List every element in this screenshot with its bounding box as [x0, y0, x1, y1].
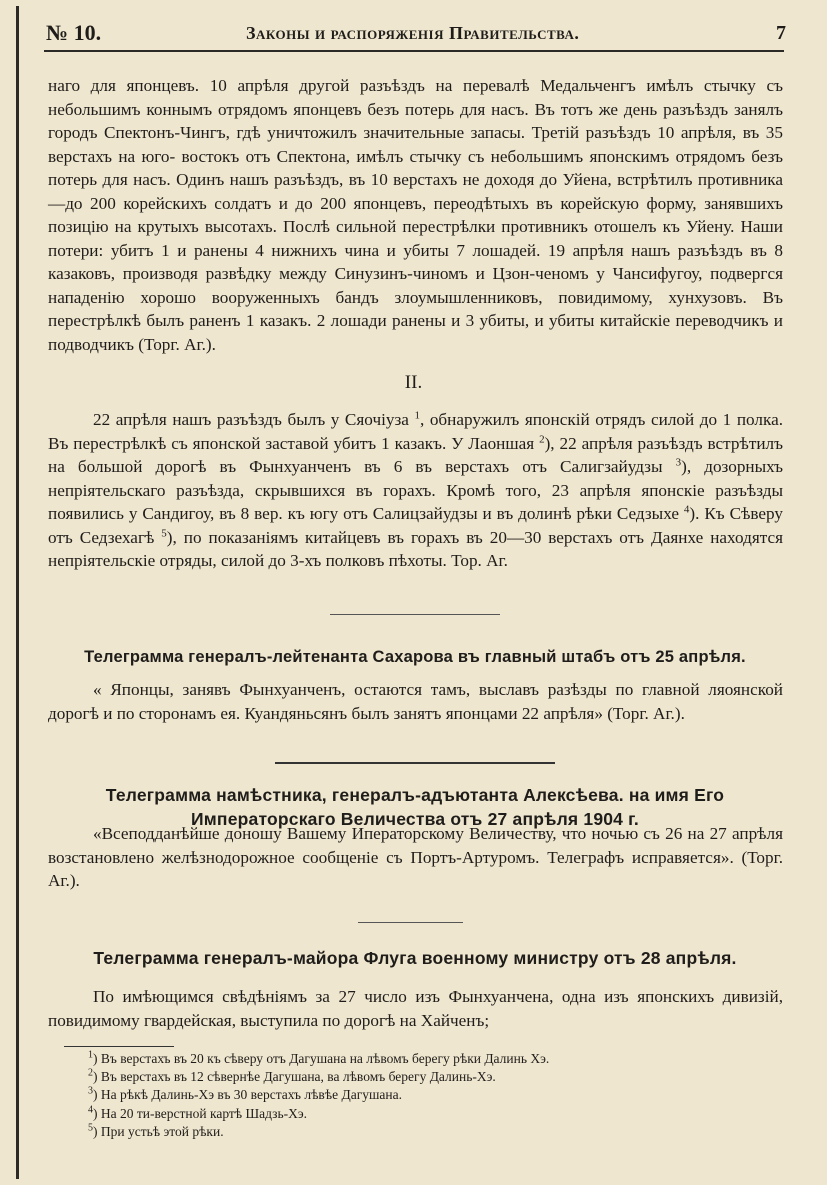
- footnote-text: ) На 20 ти-верстной картѣ Шадзь-Хэ.: [93, 1105, 308, 1121]
- footnote-text: ) При устьѣ этой рѣки.: [93, 1123, 224, 1139]
- telegram-heading-1: Телеграмма генералъ-лейтенанта Сахарова въ главный штабъ отъ 25 апрѣля.: [84, 648, 746, 666]
- telegram-heading-3: Телеграмма генералъ-майора Флуга военному министру отъ 28 апрѣля.: [93, 948, 737, 968]
- issue-number: № 10.: [46, 20, 102, 45]
- footnote-ref-2: 2: [539, 432, 545, 445]
- footnote-item: [88, 1050, 778, 1068]
- footnote-text: ) Въ верстахъ въ 20 къ сѣверу отъ Дагушана на лѣвомъ берегу рѣки Далинь Хэ.: [93, 1051, 550, 1066]
- footnote-item: [88, 1068, 778, 1086]
- paragraph-3: « Японцы, занявъ Фынхуанченъ, остаются тамъ, выславъ разѣзды по главной ляоянской дорогѣ и по сторонамъ ея. Куандяньсянъ былъ занятъ японцами 22 апрѣля» (Торг. Аг.).: [48, 680, 783, 723]
- footnote-ref-3: 3: [675, 456, 682, 469]
- page-number: 7: [776, 22, 786, 44]
- footnote-rule: [64, 1046, 174, 1047]
- header-rule: [44, 50, 784, 52]
- section-heading: II.: [404, 372, 423, 393]
- paragraph-2-part-b: , обнаружилъ японскій отрядъ силой до 1 полка. Въ перестрѣлкѣ съ японской заставой убитъ 1 казакъ. У Лаоншая: [48, 410, 783, 453]
- page-header: [46, 20, 786, 50]
- footnote-text: ) На рѣкѣ Далинь-Хэ въ 30 верстахъ лѣвѣе Дагушана.: [93, 1087, 402, 1103]
- footnote-text: ) Въ верстахъ въ 12 сѣвернѣе Дагушана, ва лѣвомъ берегу Далинь-Хэ.: [93, 1069, 496, 1085]
- paragraph-4: «Всеподданѣйше доношу Вашему Иператорскому Величеству, что ночью съ 26 на 27 апрѣля возстановлено желѣзнодорожное сообщеніе съ Портъ-Артуромъ. Телеграфъ исправяется». (Торг. Аг.).: [48, 824, 783, 890]
- divider-1: [330, 614, 500, 615]
- divider-2: [275, 762, 555, 764]
- footnote-ref-5: 5: [161, 526, 167, 539]
- paragraph-2-part-f: ), по показаніямъ китайцевъ въ горахъ въ 20—30 верстахъ отъ Даянхе находятся непріятельскіе отряды, силой до 3-хъ полковъ пѣхоты. Тор. Аг.: [48, 527, 783, 570]
- footnote-mark: 3: [88, 1085, 93, 1097]
- telegram-heading-2: Телеграмма намѣстника, генералъ-адъютанта Алексѣева. на имя Его Императорскаго Величества отъ 27 апрѣля 1904 г.: [105, 785, 725, 829]
- paragraph-2: [48, 408, 783, 573]
- footnote-ref-4: 4: [683, 503, 690, 516]
- paragraph-2-part-d: ), дозорныхъ непріятельскаго разъѣзда, скрывшихся въ горахъ. Кромѣ того, 23 апрѣля японскіе разъѣзды появились у Сандигоу, въ 8 вер. къ югу отъ Салицзайудзы и въ долинѣ рѣки Седзыхе: [48, 457, 783, 523]
- paragraph-5: По имѣющимся свѣдѣніямъ за 27 число изъ Фынхуанчена, одна изъ японскихъ дивизій, повидимому гвардейская, выступила по дорогѣ на Хайченъ;: [48, 987, 783, 1030]
- footnote-mark: 4: [88, 1104, 93, 1116]
- footnote-ref-1: 1: [414, 409, 420, 422]
- divider-3: [358, 922, 463, 923]
- footnote-item: [88, 1123, 778, 1141]
- page-left-border: [16, 6, 19, 1179]
- footnote-item: [88, 1105, 778, 1123]
- paragraph-2-part-c: ), 22 апрѣля разъѣздъ встрѣтилъ на большой дорогѣ въ Фынхуанченъ въ 6 въ верстахъ отъ Салигзайудзы: [48, 433, 783, 476]
- paragraph-1: наго для японцевъ. 10 апрѣля другой разъѣздъ на перевалѣ Медальченгъ имѣлъ стычку съ небольшимъ коннымъ отрядомъ японцевъ безъ потерь для насъ. Въ тотъ же день разъѣздъ занялъ городъ Спектонъ-Чингъ, гдѣ уничтожилъ значительные запасы. Третій разъѣздъ 10 апрѣля, въ 35 верстахъ на юго- востокъ отъ Спектона, имѣлъ стычку съ небольшимъ японскимъ отрядомъ безъ потерь для насъ. Одинъ нашъ разъѣздъ, въ 10 верстахъ не доходя до Уйена, встрѣтилъ противника—до 200 корейскихъ солдатъ и до 200 японцевъ, переодѣтыхъ въ корейскую форму, занявшихъ позицію на крутыхъ высотахъ. Послѣ сильной перестрѣлки противникъ отошелъ къ Уйену. Наши потери: убитъ 1 и ранены 4 нижнихъ чина и убиты 7 лошадей. 19 апрѣля нашъ разъѣздъ въ 8 казаковъ, производя развѣдку между Синузинъ-чиномъ и Цзон-ченомъ у Чансифугоу, подвергся нападенію хорошо вооруженныхъ бандъ злоумышленниковъ, повидимому, хунхузовъ. Въ перестрѣлкѣ былъ раненъ 1 казакъ. 2 лошади ранены и 3 убиты, и убиты китайскіе переводчикъ и подводчикъ (Торг. Аг.).: [48, 76, 783, 354]
- footnotes: [88, 1050, 778, 1141]
- paragraph-2-part-a: 22 апрѣля нашъ разъѣздъ былъ у Сяочіуза: [93, 410, 415, 429]
- paragraph-2-part-e: ). Къ Сѣверу отъ Седзехагѣ: [48, 504, 784, 547]
- footnote-mark: 1: [88, 1049, 93, 1061]
- footnote-item: [88, 1086, 778, 1104]
- footnote-mark: 5: [88, 1122, 93, 1134]
- running-title: Законы и распоряженія Правительства.: [246, 23, 580, 43]
- footnote-mark: 2: [88, 1067, 93, 1079]
